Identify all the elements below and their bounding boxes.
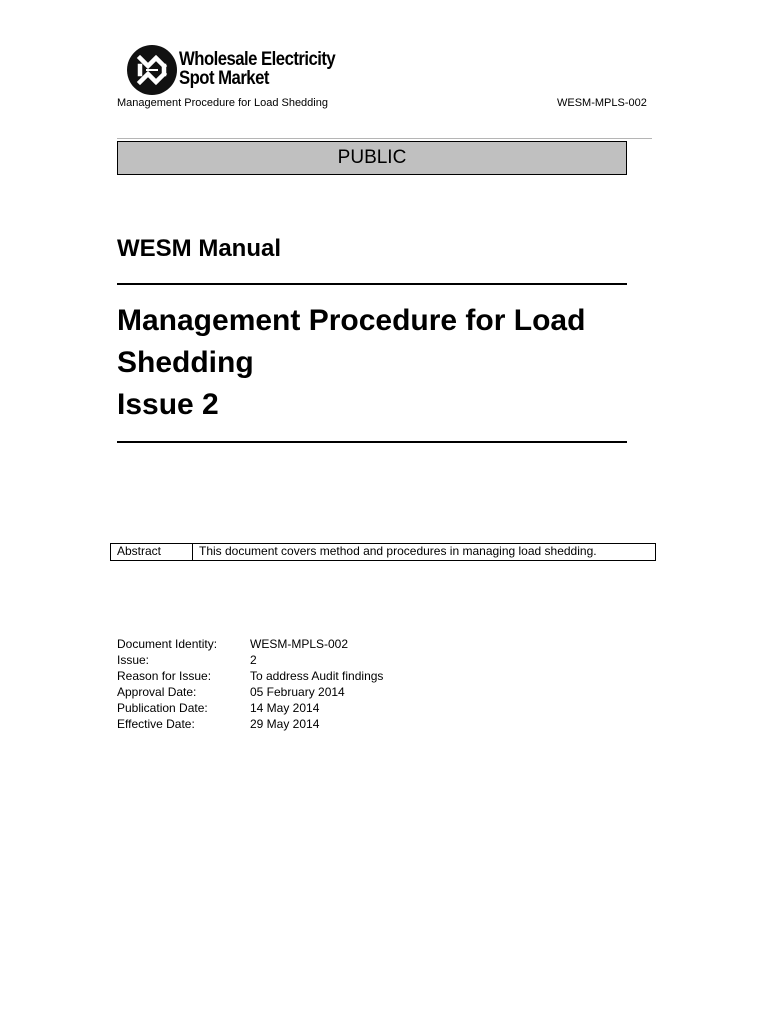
- detail-label: Reason for Issue:: [117, 669, 212, 683]
- logo-wordmark: [179, 50, 335, 88]
- detail-value: 14 May 2014: [250, 701, 320, 715]
- document-title-line-3: Issue 2: [117, 388, 219, 421]
- document-title-line-1: Management Procedure for Load: [117, 304, 586, 337]
- document-title: [117, 300, 585, 426]
- wesm-logo: [126, 44, 356, 98]
- running-header-title: Management Procedure for Load Shedding: [117, 97, 328, 109]
- detail-value: 29 May 2014: [250, 717, 320, 731]
- logo-line-2: Spot Market: [179, 68, 269, 89]
- detail-value: 2: [250, 653, 257, 667]
- title-divider-top: [117, 283, 627, 285]
- detail-label: Approval Date:: [117, 685, 197, 699]
- detail-value: WESM-MPLS-002: [250, 637, 349, 651]
- running-header-doc-id: WESM-MPLS-002: [557, 97, 647, 109]
- logo-line-1: Wholesale Electricity: [179, 49, 336, 70]
- document-title-line-2: Shedding: [117, 346, 254, 379]
- abstract-label: Abstract: [111, 544, 193, 561]
- detail-value: To address Audit findings: [250, 669, 384, 683]
- detail-label: Issue:: [117, 653, 150, 667]
- manual-title: WESM Manual: [117, 235, 282, 262]
- abstract-text: This document covers method and procedures in managing load shedding.: [193, 544, 656, 561]
- detail-label: Effective Date:: [117, 717, 195, 731]
- detail-label: Document Identity:: [117, 637, 218, 651]
- wesm-logo-icon: [126, 44, 178, 96]
- abstract-row: [111, 544, 656, 561]
- detail-label: Publication Date:: [117, 701, 208, 715]
- header-divider: [117, 138, 652, 139]
- title-divider-bottom: [117, 441, 627, 443]
- abstract-table: [110, 543, 656, 561]
- detail-value: 05 February 2014: [250, 685, 345, 699]
- classification-banner: PUBLIC: [117, 141, 627, 175]
